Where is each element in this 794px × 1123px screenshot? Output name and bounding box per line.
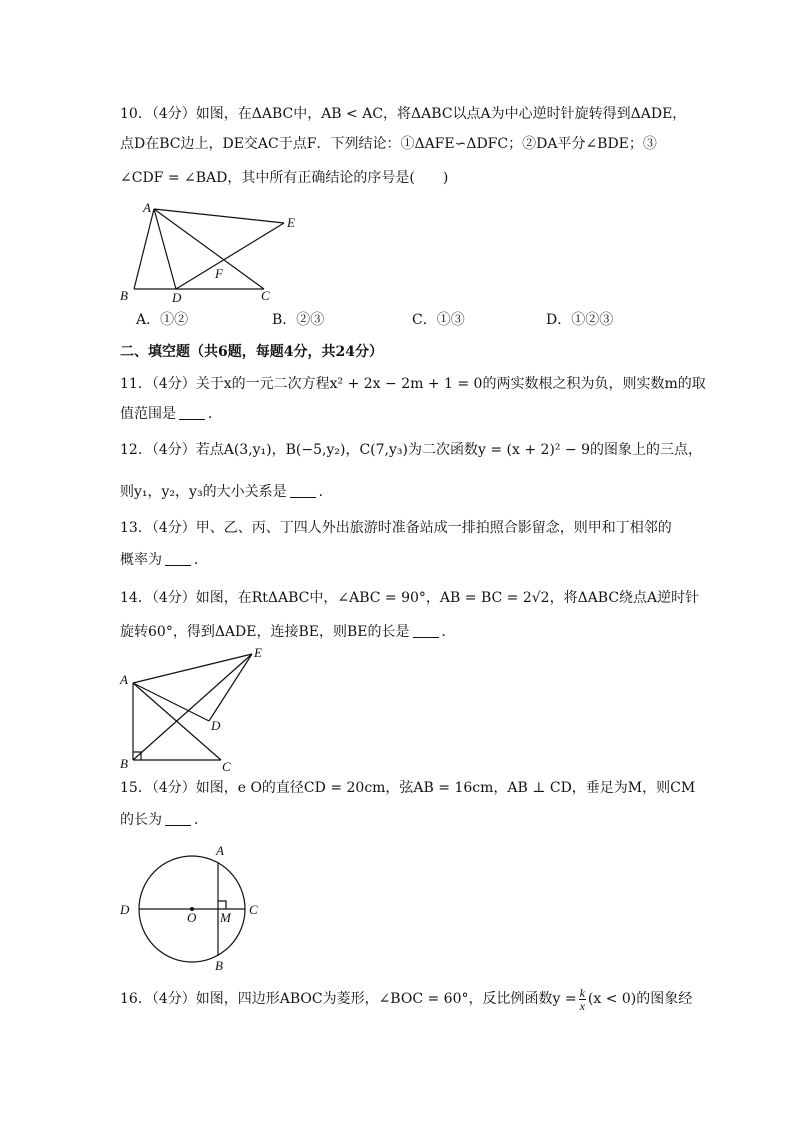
q14-label-b: B	[120, 756, 128, 771]
q13-line-1: 13．（4分）甲、乙、丙、丁四人外出旅游时准备站成一排拍照合影留念，则甲和丁相邻的	[120, 520, 672, 536]
q10-option-a: A．①②	[136, 312, 189, 328]
q16-text-a: 16．（4分）如图，四边形ABOC为菱形，∠BOC = 60°，反比例函数y =	[120, 991, 577, 1007]
q16-fraction-numerator: k	[579, 985, 585, 1000]
q13-answer-blank[interactable]	[165, 565, 191, 566]
q14-label-e: E	[254, 645, 262, 660]
q10-figure	[112, 196, 312, 306]
q10-option-d: D．①②③	[546, 312, 614, 328]
q10-label-f: F	[215, 266, 223, 281]
section-2-header: 二、填空题（共6题，每题4分，共24分）	[120, 344, 383, 360]
q15-label-a: A	[216, 843, 224, 858]
q13-line-2	[120, 550, 208, 570]
q11-line-2-text: 值范围是	[120, 406, 176, 422]
q11-line-2	[120, 404, 222, 424]
q14-line-1: 14．（4分）如图，在RtΔABC中，∠ABC = 90°，AB = BC = 2√2，将ΔABC绕点A逆时针	[120, 590, 700, 606]
q10-label-a: A	[143, 200, 151, 215]
q10-line-1: 10．（4分）如图，在ΔABC中，AB < AC，将ΔABC以点A为中心逆时针旋转得到ΔADE，	[120, 106, 687, 122]
q15-label-m: M	[220, 910, 231, 925]
q10-label-b: B	[120, 288, 128, 303]
q16-fraction	[579, 987, 586, 1012]
q12-line-2-end: ．	[318, 484, 333, 500]
q14-line-2	[120, 622, 456, 642]
q15-label-b: B	[215, 958, 223, 973]
q11-line-1: 11．（4分）关于x的一元二次方程x² + 2x − 2m + 1 = 0的两实数根之积为负，则实数m的取	[120, 376, 706, 392]
q14-answer-blank[interactable]	[413, 637, 439, 638]
q11-line-2-end: ．	[208, 406, 222, 422]
q10-option-b: B．②③	[272, 312, 325, 328]
q10-line-3: ∠CDF = ∠BAD，其中所有正确结论的序号是( )	[120, 170, 449, 186]
q14-line-2-end: ．	[441, 624, 456, 640]
q12-line-2-text: 则y₁，y₂，y₃的大小关系是	[120, 484, 287, 500]
q14-figure	[112, 644, 272, 776]
q10-label-d: D	[172, 290, 182, 305]
q15-label-d: D	[120, 902, 130, 917]
q16-line-1	[120, 986, 692, 1012]
q15-label-o: O	[187, 910, 197, 925]
q14-line-2-text: 旋转60°，得到ΔADE，连接BE，则BE的长是	[120, 624, 410, 640]
q15-line-1: 15．（4分）如图，e O的直径CD = 20cm，弦AB = 16cm，AB ⊥ CD，垂足为M，则CM	[120, 780, 696, 796]
q13-line-2-text: 概率为	[120, 552, 162, 568]
q12-answer-blank[interactable]	[290, 497, 316, 498]
q12-line-2	[120, 482, 333, 502]
q11-answer-blank[interactable]	[179, 419, 205, 420]
q10-label-c: C	[261, 288, 270, 303]
q12-line-1: 12．（4分）若点A(3,y₁)，B(−5,y₂)，C(7,y₃)为二次函数y = (x + 2)² − 9的图象上的三点，	[120, 442, 703, 458]
q14-label-a: A	[120, 672, 128, 687]
q10-line-2: 点D在BC边上，DE交AC于点F．下列结论：①ΔAFE∽ΔDFC；②DA平分∠BDE；③	[120, 136, 657, 152]
q10-option-c: C．①③	[412, 312, 465, 328]
q15-line-2-text: 的长为	[120, 812, 162, 828]
q15-label-c: C	[249, 902, 258, 917]
q15-answer-blank[interactable]	[165, 825, 191, 826]
q15-figure	[112, 840, 272, 975]
q15-line-2-end: ．	[194, 812, 208, 828]
q14-label-d: D	[211, 718, 221, 733]
q16-fraction-denominator: x	[579, 998, 585, 1013]
q13-line-2-end: ．	[194, 552, 208, 568]
q14-label-c: C	[222, 759, 231, 774]
q10-label-e: E	[287, 215, 295, 230]
q15-line-2	[120, 810, 208, 830]
q16-text-b: (x < 0)的图象经	[587, 991, 693, 1007]
